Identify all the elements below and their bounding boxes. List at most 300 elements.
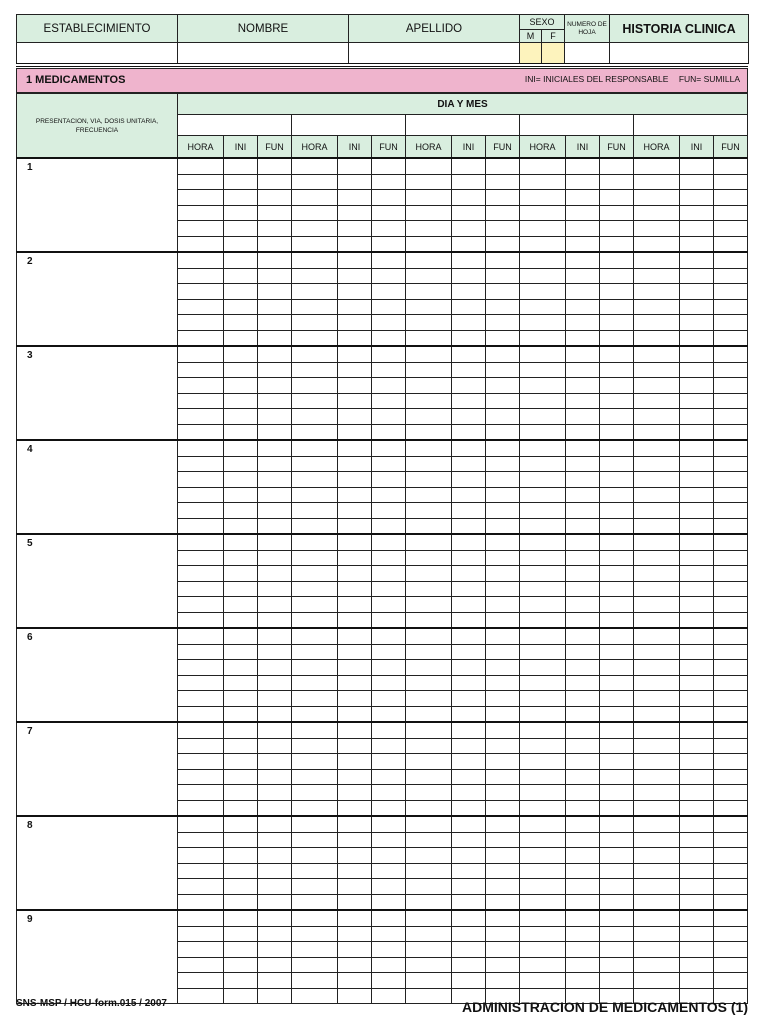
entry-cell[interactable] [406,158,452,174]
entry-cell[interactable] [680,581,714,597]
entry-cell[interactable] [566,800,600,816]
entry-cell[interactable] [600,456,634,472]
entry-cell[interactable] [566,879,600,895]
entry-cell[interactable] [714,472,748,488]
entry-cell[interactable] [452,769,486,785]
entry-cell[interactable] [258,722,292,738]
entry-cell[interactable] [406,910,452,926]
entry-cell[interactable] [600,879,634,895]
entry-cell[interactable] [338,362,372,378]
entry-cell[interactable] [452,879,486,895]
entry-cell[interactable] [634,299,680,315]
entry-cell[interactable] [680,378,714,394]
entry-cell[interactable] [520,518,566,534]
medication-description-cell[interactable] [17,252,178,346]
entry-cell[interactable] [452,330,486,346]
entry-cell[interactable] [258,973,292,989]
entry-cell[interactable] [178,190,224,206]
entry-cell[interactable] [486,424,520,440]
entry-cell[interactable] [338,863,372,879]
entry-cell[interactable] [338,691,372,707]
entry-cell[interactable] [406,534,452,550]
entry-cell[interactable] [452,957,486,973]
entry-cell[interactable] [680,597,714,613]
entry-cell[interactable] [520,628,566,644]
entry-cell[interactable] [372,769,406,785]
entry-cell[interactable] [714,440,748,456]
entry-cell[interactable] [178,832,224,848]
entry-cell[interactable] [338,957,372,973]
entry-cell[interactable] [600,660,634,676]
entry-cell[interactable] [486,503,520,519]
entry-cell[interactable] [714,848,748,864]
entry-cell[interactable] [292,738,338,754]
entry-cell[interactable] [178,472,224,488]
entry-cell[interactable] [680,706,714,722]
entry-cell[interactable] [714,675,748,691]
entry-cell[interactable] [178,628,224,644]
entry-cell[interactable] [372,660,406,676]
entry-cell[interactable] [224,158,258,174]
entry-cell[interactable] [486,236,520,252]
entry-cell[interactable] [292,566,338,582]
entry-cell[interactable] [520,268,566,284]
entry-cell[interactable] [486,268,520,284]
entry-cell[interactable] [338,440,372,456]
entry-cell[interactable] [600,957,634,973]
entry-cell[interactable] [714,456,748,472]
entry-cell[interactable] [178,503,224,519]
entry-cell[interactable] [406,800,452,816]
entry-cell[interactable] [714,346,748,362]
entry-cell[interactable] [566,566,600,582]
entry-cell[interactable] [634,472,680,488]
entry-cell[interactable] [680,487,714,503]
entry-cell[interactable] [292,597,338,613]
entry-cell[interactable] [634,534,680,550]
entry-cell[interactable] [338,973,372,989]
entry-cell[interactable] [406,268,452,284]
entry-cell[interactable] [224,863,258,879]
entry-cell[interactable] [600,942,634,958]
entry-cell[interactable] [714,722,748,738]
entry-cell[interactable] [634,926,680,942]
entry-cell[interactable] [178,612,224,628]
entry-cell[interactable] [600,424,634,440]
entry-cell[interactable] [634,863,680,879]
entry-cell[interactable] [600,518,634,534]
entry-cell[interactable] [600,550,634,566]
entry-cell[interactable] [680,628,714,644]
entry-cell[interactable] [600,754,634,770]
entry-cell[interactable] [680,440,714,456]
entry-cell[interactable] [224,330,258,346]
entry-cell[interactable] [680,472,714,488]
entry-cell[interactable] [292,378,338,394]
entry-cell[interactable] [486,675,520,691]
entry-cell[interactable] [258,158,292,174]
entry-cell[interactable] [634,362,680,378]
entry-cell[interactable] [178,691,224,707]
entry-cell[interactable] [452,472,486,488]
entry-cell[interactable] [178,769,224,785]
entry-cell[interactable] [566,236,600,252]
entry-cell[interactable] [178,174,224,190]
entry-cell[interactable] [600,848,634,864]
entry-cell[interactable] [486,910,520,926]
entry-cell[interactable] [452,268,486,284]
entry-cell[interactable] [292,722,338,738]
date-field[interactable] [178,115,292,136]
entry-cell[interactable] [258,518,292,534]
entry-cell[interactable] [634,628,680,644]
entry-cell[interactable] [338,299,372,315]
entry-cell[interactable] [452,393,486,409]
entry-cell[interactable] [178,456,224,472]
entry-cell[interactable] [566,190,600,206]
entry-cell[interactable] [406,926,452,942]
entry-cell[interactable] [634,612,680,628]
entry-cell[interactable] [372,973,406,989]
establecimiento-field[interactable] [17,43,178,64]
entry-cell[interactable] [486,785,520,801]
entry-cell[interactable] [372,268,406,284]
entry-cell[interactable] [178,330,224,346]
entry-cell[interactable] [178,800,224,816]
entry-cell[interactable] [292,706,338,722]
entry-cell[interactable] [634,346,680,362]
entry-cell[interactable] [520,534,566,550]
entry-cell[interactable] [566,691,600,707]
entry-cell[interactable] [452,252,486,268]
entry-cell[interactable] [258,550,292,566]
entry-cell[interactable] [680,566,714,582]
medication-description-cell[interactable] [17,816,178,910]
entry-cell[interactable] [338,205,372,221]
entry-cell[interactable] [178,973,224,989]
entry-cell[interactable] [224,942,258,958]
entry-cell[interactable] [258,706,292,722]
entry-cell[interactable] [338,597,372,613]
entry-cell[interactable] [566,597,600,613]
entry-cell[interactable] [406,612,452,628]
entry-cell[interactable] [178,910,224,926]
entry-cell[interactable] [566,973,600,989]
entry-cell[interactable] [258,832,292,848]
entry-cell[interactable] [372,393,406,409]
entry-cell[interactable] [372,174,406,190]
entry-cell[interactable] [634,942,680,958]
entry-cell[interactable] [486,722,520,738]
entry-cell[interactable] [486,362,520,378]
entry-cell[interactable] [600,910,634,926]
entry-cell[interactable] [634,879,680,895]
entry-cell[interactable] [452,581,486,597]
entry-cell[interactable] [406,738,452,754]
entry-cell[interactable] [486,863,520,879]
entry-cell[interactable] [178,409,224,425]
entry-cell[interactable] [178,299,224,315]
entry-cell[interactable] [292,910,338,926]
entry-cell[interactable] [714,284,748,300]
entry-cell[interactable] [714,315,748,331]
entry-cell[interactable] [224,691,258,707]
entry-cell[interactable] [452,722,486,738]
entry-cell[interactable] [258,691,292,707]
entry-cell[interactable] [680,205,714,221]
entry-cell[interactable] [372,284,406,300]
entry-cell[interactable] [520,816,566,832]
entry-cell[interactable] [224,848,258,864]
entry-cell[interactable] [566,158,600,174]
entry-cell[interactable] [372,597,406,613]
entry-cell[interactable] [600,487,634,503]
entry-cell[interactable] [634,268,680,284]
entry-cell[interactable] [486,518,520,534]
entry-cell[interactable] [178,221,224,237]
entry-cell[interactable] [372,785,406,801]
entry-cell[interactable] [338,800,372,816]
date-field[interactable] [520,115,634,136]
date-field[interactable] [292,115,406,136]
entry-cell[interactable] [372,894,406,910]
entry-cell[interactable] [224,393,258,409]
entry-cell[interactable] [258,236,292,252]
entry-cell[interactable] [520,581,566,597]
entry-cell[interactable] [406,393,452,409]
entry-cell[interactable] [406,456,452,472]
entry-cell[interactable] [486,660,520,676]
entry-cell[interactable] [486,346,520,362]
entry-cell[interactable] [566,660,600,676]
entry-cell[interactable] [292,973,338,989]
entry-cell[interactable] [338,926,372,942]
entry-cell[interactable] [406,315,452,331]
entry-cell[interactable] [680,190,714,206]
entry-cell[interactable] [452,738,486,754]
entry-cell[interactable] [292,284,338,300]
entry-cell[interactable] [224,518,258,534]
entry-cell[interactable] [258,330,292,346]
entry-cell[interactable] [634,691,680,707]
entry-cell[interactable] [372,863,406,879]
entry-cell[interactable] [406,973,452,989]
entry-cell[interactable] [292,612,338,628]
entry-cell[interactable] [634,832,680,848]
entry-cell[interactable] [406,252,452,268]
entry-cell[interactable] [258,346,292,362]
entry-cell[interactable] [486,957,520,973]
entry-cell[interactable] [486,174,520,190]
entry-cell[interactable] [634,424,680,440]
entry-cell[interactable] [714,174,748,190]
entry-cell[interactable] [566,205,600,221]
entry-cell[interactable] [338,236,372,252]
entry-cell[interactable] [634,738,680,754]
entry-cell[interactable] [566,252,600,268]
entry-cell[interactable] [224,628,258,644]
entry-cell[interactable] [634,330,680,346]
entry-cell[interactable] [680,362,714,378]
entry-cell[interactable] [292,221,338,237]
entry-cell[interactable] [452,205,486,221]
entry-cell[interactable] [486,644,520,660]
entry-cell[interactable] [680,550,714,566]
entry-cell[interactable] [372,158,406,174]
entry-cell[interactable] [406,550,452,566]
entry-cell[interactable] [600,299,634,315]
entry-cell[interactable] [406,362,452,378]
entry-cell[interactable] [566,816,600,832]
entry-cell[interactable] [372,706,406,722]
entry-cell[interactable] [714,236,748,252]
entry-cell[interactable] [520,800,566,816]
entry-cell[interactable] [566,957,600,973]
entry-cell[interactable] [372,330,406,346]
entry-cell[interactable] [680,675,714,691]
entry-cell[interactable] [714,550,748,566]
entry-cell[interactable] [520,456,566,472]
entry-cell[interactable] [258,315,292,331]
entry-cell[interactable] [224,252,258,268]
entry-cell[interactable] [520,346,566,362]
entry-cell[interactable] [338,424,372,440]
entry-cell[interactable] [486,472,520,488]
entry-cell[interactable] [372,628,406,644]
entry-cell[interactable] [714,628,748,644]
entry-cell[interactable] [600,612,634,628]
entry-cell[interactable] [566,424,600,440]
entry-cell[interactable] [258,644,292,660]
entry-cell[interactable] [452,612,486,628]
entry-cell[interactable] [452,284,486,300]
entry-cell[interactable] [486,754,520,770]
entry-cell[interactable] [224,706,258,722]
entry-cell[interactable] [452,456,486,472]
medication-description-cell[interactable] [17,910,178,1004]
entry-cell[interactable] [680,910,714,926]
entry-cell[interactable] [406,378,452,394]
entry-cell[interactable] [634,252,680,268]
entry-cell[interactable] [486,926,520,942]
entry-cell[interactable] [224,816,258,832]
entry-cell[interactable] [258,440,292,456]
entry-cell[interactable] [680,393,714,409]
entry-cell[interactable] [634,581,680,597]
entry-cell[interactable] [566,472,600,488]
entry-cell[interactable] [680,268,714,284]
entry-cell[interactable] [292,675,338,691]
entry-cell[interactable] [406,894,452,910]
entry-cell[interactable] [258,612,292,628]
entry-cell[interactable] [178,534,224,550]
entry-cell[interactable] [520,848,566,864]
entry-cell[interactable] [338,190,372,206]
entry-cell[interactable] [292,848,338,864]
entry-cell[interactable] [224,503,258,519]
entry-cell[interactable] [634,566,680,582]
entry-cell[interactable] [634,315,680,331]
entry-cell[interactable] [566,268,600,284]
entry-cell[interactable] [224,550,258,566]
entry-cell[interactable] [566,769,600,785]
entry-cell[interactable] [520,942,566,958]
entry-cell[interactable] [520,284,566,300]
entry-cell[interactable] [292,879,338,895]
entry-cell[interactable] [600,440,634,456]
entry-cell[interactable] [338,754,372,770]
entry-cell[interactable] [224,597,258,613]
entry-cell[interactable] [372,581,406,597]
entry-cell[interactable] [372,644,406,660]
entry-cell[interactable] [600,268,634,284]
medication-description-cell[interactable] [17,534,178,628]
entry-cell[interactable] [292,472,338,488]
entry-cell[interactable] [224,957,258,973]
entry-cell[interactable] [338,816,372,832]
entry-cell[interactable] [566,487,600,503]
entry-cell[interactable] [406,424,452,440]
entry-cell[interactable] [178,252,224,268]
entry-cell[interactable] [486,706,520,722]
entry-cell[interactable] [178,879,224,895]
date-field[interactable] [634,115,748,136]
entry-cell[interactable] [258,628,292,644]
entry-cell[interactable] [258,252,292,268]
entry-cell[interactable] [372,848,406,864]
entry-cell[interactable] [338,894,372,910]
entry-cell[interactable] [680,754,714,770]
entry-cell[interactable] [338,675,372,691]
entry-cell[interactable] [292,800,338,816]
entry-cell[interactable] [372,424,406,440]
entry-cell[interactable] [600,315,634,331]
entry-cell[interactable] [372,299,406,315]
entry-cell[interactable] [338,628,372,644]
entry-cell[interactable] [452,597,486,613]
entry-cell[interactable] [520,158,566,174]
entry-cell[interactable] [224,926,258,942]
entry-cell[interactable] [714,894,748,910]
entry-cell[interactable] [258,769,292,785]
entry-cell[interactable] [452,346,486,362]
entry-cell[interactable] [634,440,680,456]
entry-cell[interactable] [486,769,520,785]
entry-cell[interactable] [520,205,566,221]
entry-cell[interactable] [634,409,680,425]
entry-cell[interactable] [258,190,292,206]
entry-cell[interactable] [292,691,338,707]
nombre-field[interactable] [178,43,349,64]
entry-cell[interactable] [600,675,634,691]
entry-cell[interactable] [178,754,224,770]
entry-cell[interactable] [714,644,748,660]
entry-cell[interactable] [634,722,680,738]
entry-cell[interactable] [406,848,452,864]
entry-cell[interactable] [338,534,372,550]
entry-cell[interactable] [486,879,520,895]
entry-cell[interactable] [406,518,452,534]
entry-cell[interactable] [224,346,258,362]
entry-cell[interactable] [520,769,566,785]
entry-cell[interactable] [452,675,486,691]
entry-cell[interactable] [224,894,258,910]
entry-cell[interactable] [178,988,224,1004]
entry-cell[interactable] [178,957,224,973]
entry-cell[interactable] [680,800,714,816]
sexo-f-box[interactable] [542,43,565,64]
entry-cell[interactable] [680,174,714,190]
